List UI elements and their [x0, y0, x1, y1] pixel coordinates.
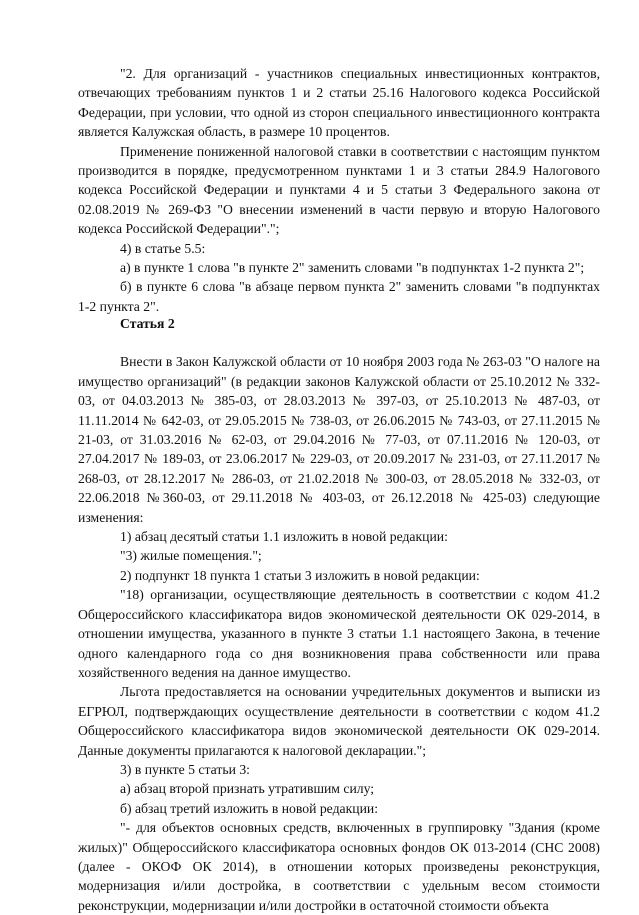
paragraph: "18) организации, осуществляющие деятельность в соответствии с кодом 41.2 Общероссийского классификатора видов экономической деятельности ОК 029-2014, в отношении имущества, указанного в пункте 3 статьи 1.1 настоящего Закона, в течение одного календарного года со дня возникновения права собственности или права хозяйственного ведения на данное имущество. [78, 587, 600, 680]
article-2-section [78, 314, 600, 915]
paragraph: Льгота предоставляется на основании учредительных документов и выписки из ЕГРЮЛ, подтверждающих осуществление деятельности в соответствии с кодом 41.2 Общероссийского классификатора видов экономической деятельности ОК 029-2014. Данные документы прилагаются к налоговой декларации."; [78, 684, 600, 758]
paragraph: 2) подпункт 18 пункта 1 статьи 3 изложить в новой редакции: [120, 567, 480, 583]
paragraph: а) в пункте 1 слова "в пункте 2" заменить словами "в подпунктах 1-2 пункта 2"; [120, 260, 585, 276]
paragraph: б) абзац третий изложить в новой редакции: [120, 800, 379, 816]
paragraph: б) в пункте 6 слова "в абзаце первом пункта 2" заменить словами "в подпунктах 1-2 пункта 2". [78, 279, 600, 314]
paragraph: "3) жилые помещения."; [120, 548, 262, 564]
paragraph: 4) в статье 5.5: [120, 240, 206, 256]
article-heading: Статья 2 [120, 316, 175, 331]
paragraph: "2. Для организаций - участников специальных инвестиционных контрактов, отвечающих требованиям пунктов 1 и 2 статьи 25.16 Налогового кодекса Российской Федерации, при условии, что одной из сторон специального инвестиционного контракта является Калужская область, в размере 10 процентов. [78, 66, 600, 140]
spacer [78, 333, 600, 352]
paragraph: Внести в Закон Калужской области от 10 ноября 2003 года № 263-03 "О налоге на имущество организаций" (в редакции законов Калужской области от 25.10.2012 № 332-03, от 04.03.2013 № 385-03, от 28.03.2013 № 397-03, от 25.10.2013 № 487-03, от 11.11.2014 № 642-03, от 29.05.2015 № 738-03, от 26.06.2015 № 743-03, от 27.11.2015 № 21-03, от 31.03.2016 № 62-03, от 29.04.2016 № 77-03, от 07.11.2016 № 120-03, от 27.04.2017 № 189-03, от 23.06.2017 № 229-03, от 20.09.2017 № 231-03, от 27.11.2017 № 268-03, от 28.12.2017 № 286-03, от 21.02.2018 № 300-03, от 28.05.2018 № 332-03, от 22.06.2018 №360-03, от 29.11.2018 № 403-03, от 26.12.2018 № 425-03) следующие изменения: [78, 354, 600, 525]
amendment-text-top [78, 64, 600, 316]
paragraph: Применение пониженной налоговой ставки в соответствии с настоящим пунктом производится в порядке, предусмотренном пунктами 1 и 3 статьи 284.9 Налогового кодекса Российской Федерации и пунктами 4 и 5 статьи 3 Федерального закона от 02.08.2019 № 269-ФЗ "О внесении изменений в части первую и вторую Налогового кодекса Российской Федерации"."; [78, 143, 600, 237]
paragraph: "- для объектов основных средств, включенных в группировку "Здания (кроме жилых)" Общероссийского классификатора основных фондов ОК 013-2014 (СНС 2008) (далее - ОКОФ ОК 2014), в отношении которых произведены реконструкция, модернизация и/или достройка, в соответствии с удельным весом стоимости реконструкции, модернизации и/или достройки в остаточной стоимости объекта [78, 820, 600, 913]
paragraph: 3) в пункте 5 статьи 3: [120, 761, 250, 777]
paragraph: 1) абзац десятый статьи 1.1 изложить в новой редакции: [120, 529, 448, 545]
paragraph: а) абзац второй признать утратившим силу; [120, 781, 375, 797]
